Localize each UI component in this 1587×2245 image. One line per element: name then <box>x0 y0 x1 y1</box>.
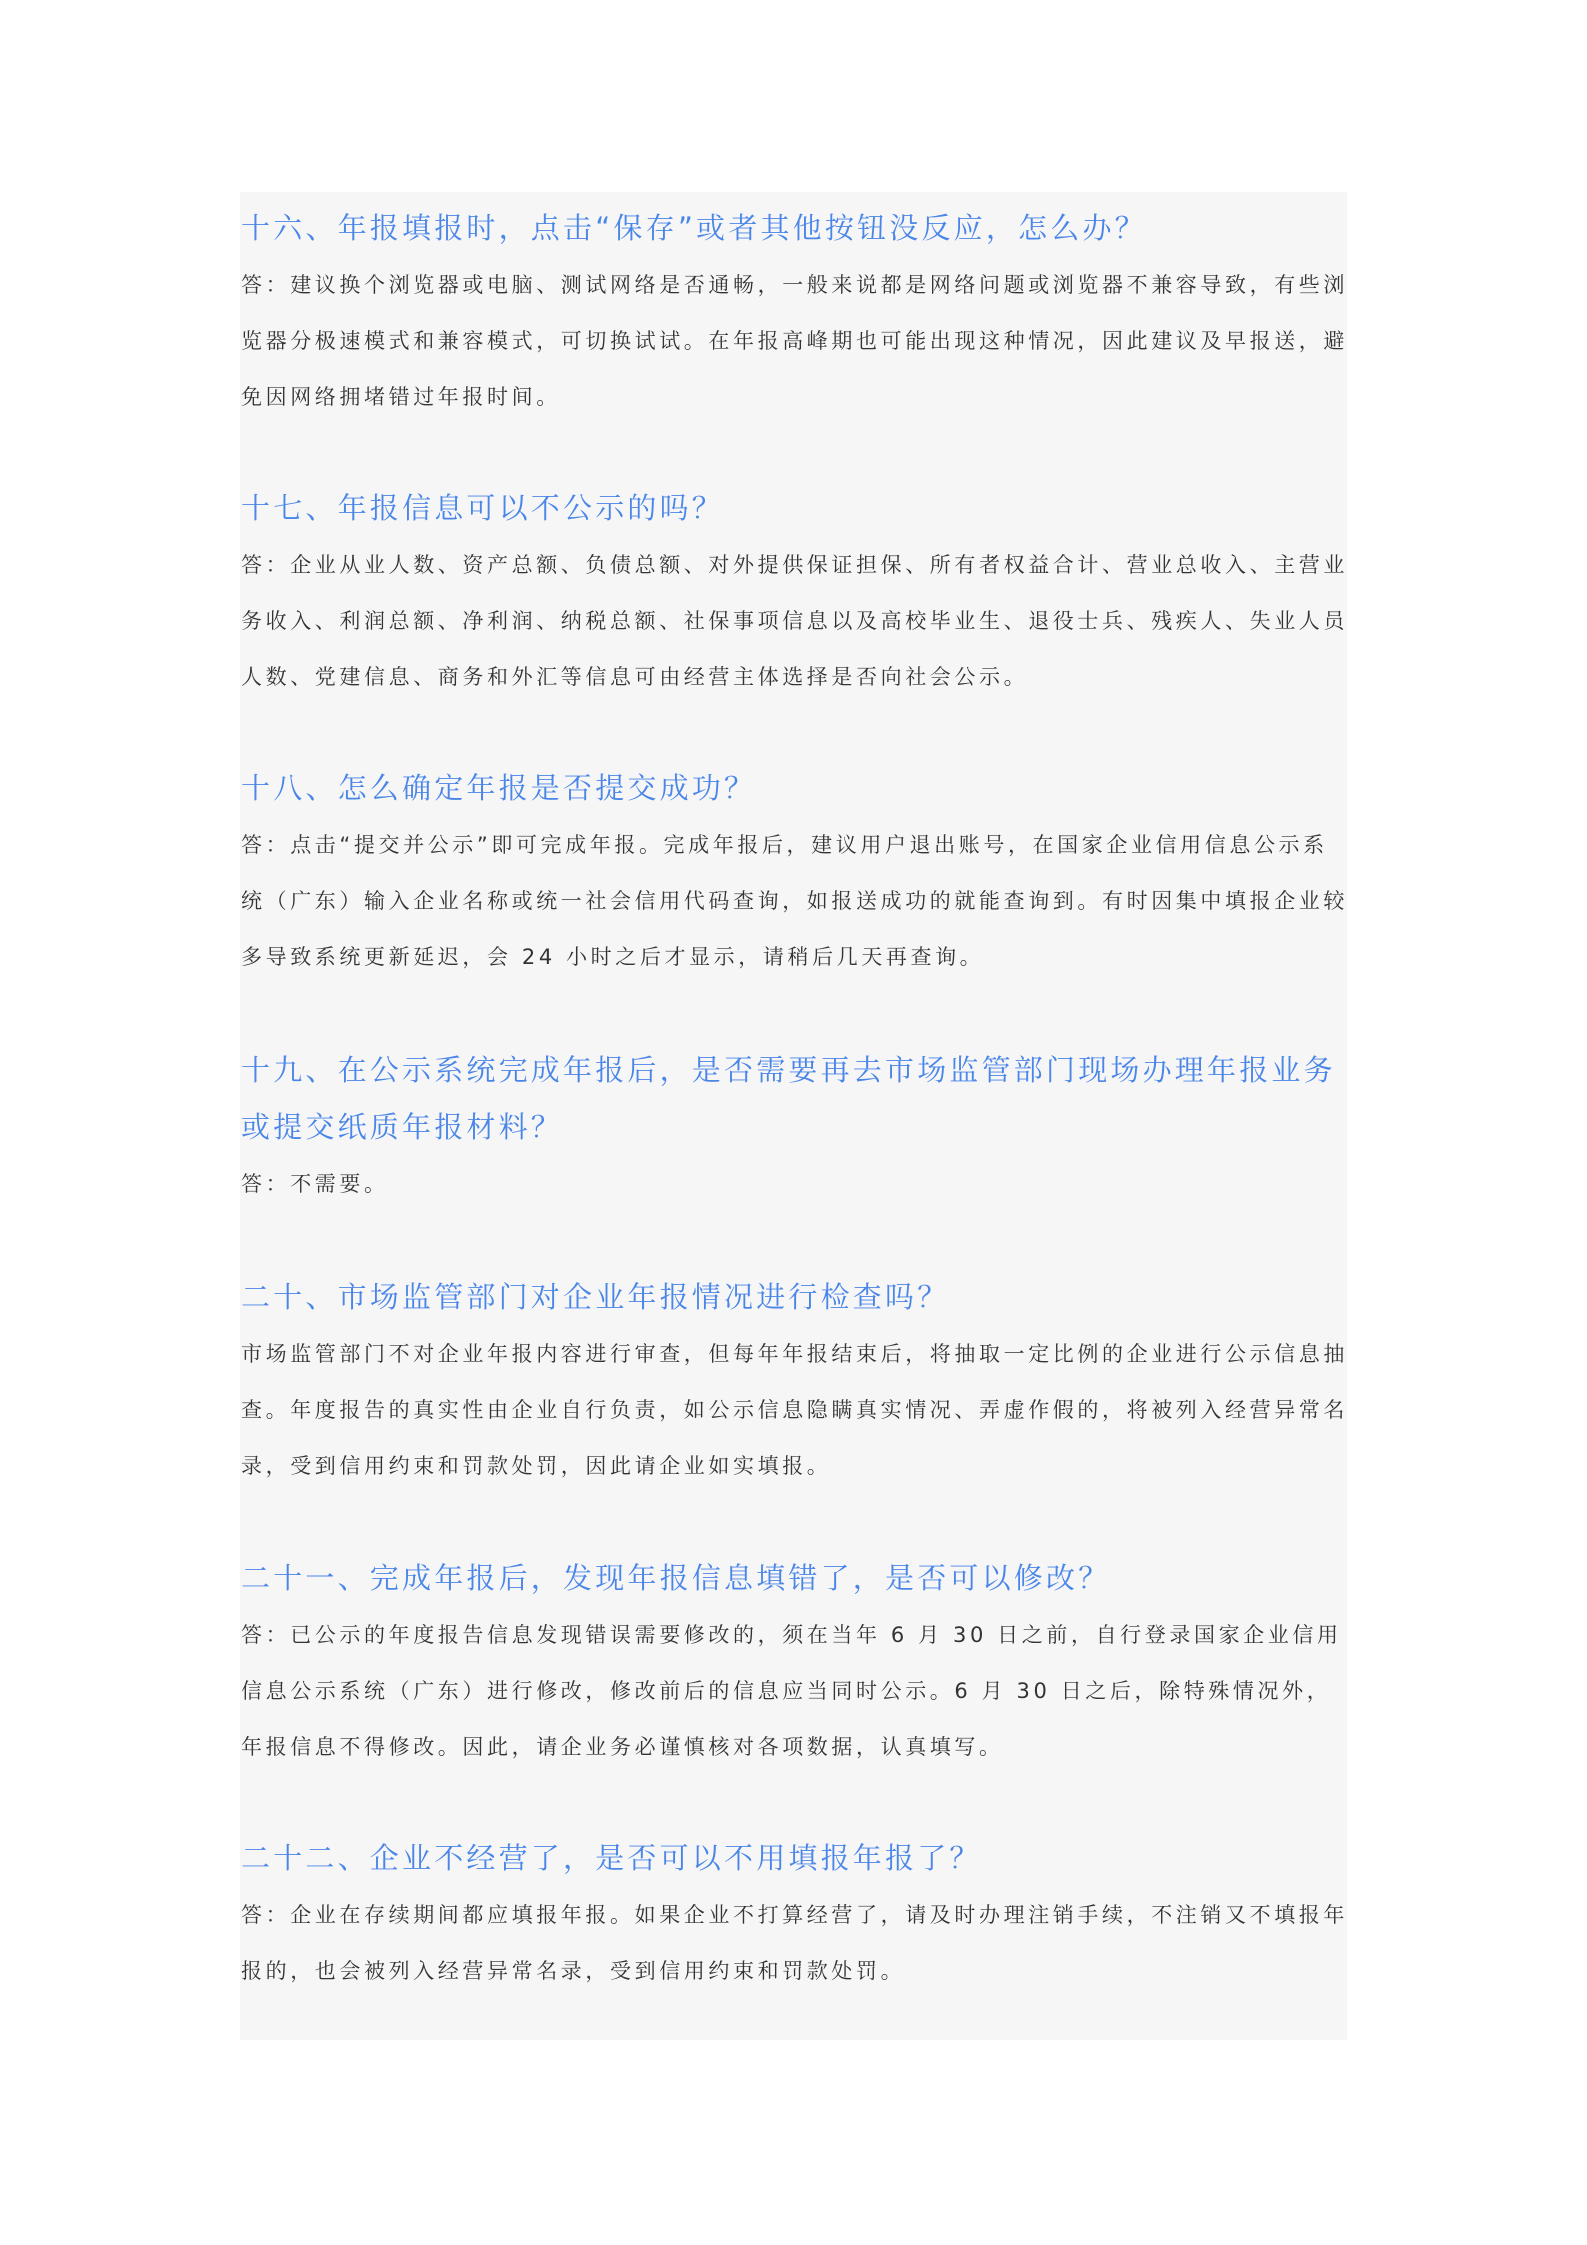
faq-question: 二十、市场监管部门对企业年报情况进行检查吗？ <box>241 1280 950 1314</box>
faq-item-18 <box>241 760 1351 985</box>
faq-answer: 答：点击“提交并公示”即可完成年报。完成年报后，建议用户退出账号，在国家企业信用信息公示系统（广东）输入企业名称或统一社会信用代码查询，如报送成功的就能查询到。有时因集中填报企业较多导致系统更新延迟，会 24 小时之后才显示，请稍后几天再查询。 <box>241 833 1348 969</box>
faq-answer: 答：已公示的年度报告信息发现错误需要修改的，须在当年 6 月 30 日之前，自行登录国家企业信用信息公示系统（广东）进行修改，修改前后的信息应当同时公示。6 月 30 日之后，除特殊情况外，年报信息不得修改。因此，请企业务必谨慎核对各项数据，认真填写。 <box>241 1623 1342 1759</box>
faq-item-16 <box>241 200 1351 425</box>
faq-question: 十九、在公示系统完成年报后，是否需要再去市场监管部门现场办理年报业务或提交纸质年报材料？ <box>241 1053 1336 1144</box>
faq-item-17 <box>241 480 1351 705</box>
faq-question: 二十一、完成年报后，发现年报信息填错了，是否可以修改？ <box>241 1561 1111 1595</box>
faq-answer: 答：企业从业人数、资产总额、负债总额、对外提供保证担保、所有者权益合计、营业总收入、主营业务收入、利润总额、净利润、纳税总额、社保事项信息以及高校毕业生、退役士兵、残疾人、失业人员人数、党建信息、商务和外汇等信息可由经营主体选择是否向社会公示。 <box>241 553 1348 689</box>
faq-item-22 <box>241 1830 1351 1999</box>
faq-question: 十六、年报填报时，点击“保存”或者其他按钮没反应，怎么办？ <box>241 211 1147 245</box>
faq-answer: 答：企业在存续期间都应填报年报。如果企业不打算经营了，请及时办理注销手续，不注销又不填报年报的，也会被列入经营异常名录，受到信用约束和罚款处罚。 <box>241 1903 1348 1983</box>
faq-question: 十七、年报信息可以不公示的吗？ <box>241 491 725 525</box>
faq-question: 二十二、企业不经营了，是否可以不用填报年报了？ <box>241 1841 982 1875</box>
faq-answer: 答：不需要。 <box>241 1172 389 1196</box>
faq-item-21 <box>241 1550 1351 1775</box>
faq-answer: 答：建议换个浏览器或电脑、测试网络是否通畅，一般来说都是网络问题或浏览器不兼容导致，有些浏览器分极速模式和兼容模式，可切换试试。在年报高峰期也可能出现这种情况，因此建议及早报送，避免因网络拥堵错过年报时间。 <box>241 273 1348 409</box>
faq-answer: 市场监管部门不对企业年报内容进行审查，但每年年报结束后，将抽取一定比例的企业进行公示信息抽查。年度报告的真实性由企业自行负责，如公示信息隐瞒真实情况、弄虚作假的，将被列入经营异常名录，受到信用约束和罚款处罚，因此请企业如实填报。 <box>241 1342 1348 1478</box>
faq-question: 十八、怎么确定年报是否提交成功？ <box>241 771 757 805</box>
faq-item-20 <box>241 1269 1351 1494</box>
faq-item-19 <box>241 1042 1351 1212</box>
